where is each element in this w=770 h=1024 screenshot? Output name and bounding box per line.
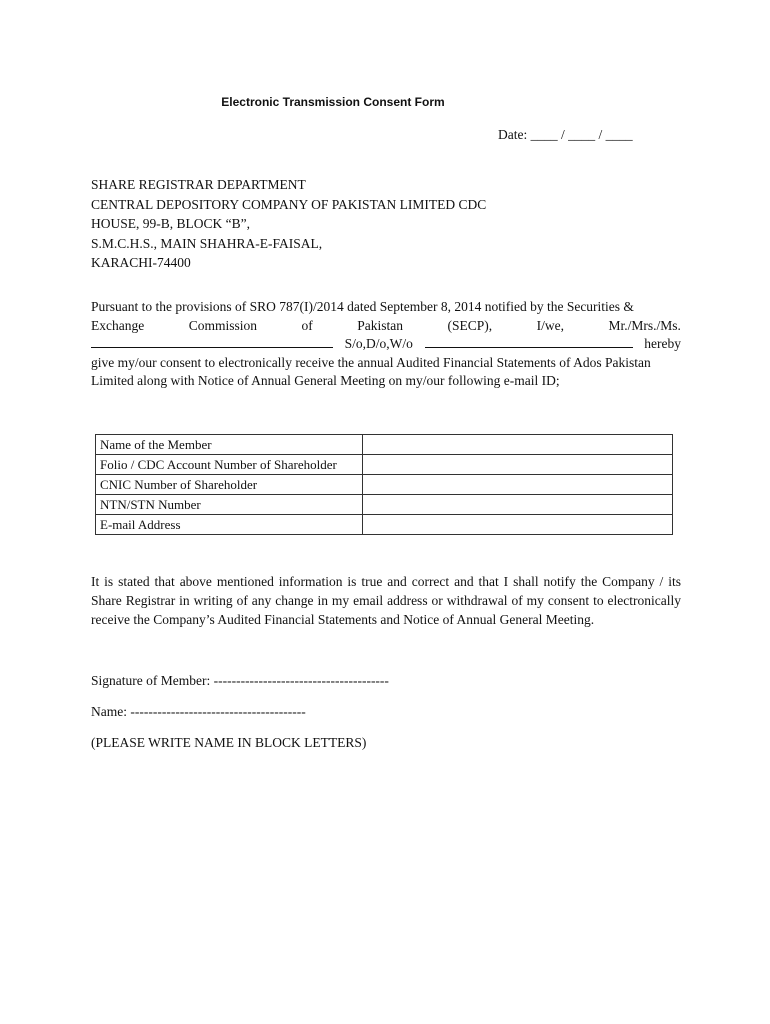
table-row [96,435,673,455]
consent-line-2 [91,317,681,336]
signature-line[interactable]: Signature of Member: --------------------------------------- [91,673,389,688]
address-line: KARACHI-74400 [91,255,191,270]
consent-word: of [301,317,313,333]
consent-paragraph [91,298,681,391]
table-row [96,475,673,495]
declaration-paragraph: It is stated that above mentioned information is true and correct and that I shall notify the Company / its Share Registrar in writing of any change in my email address or withdrawal of my consent to electronically receive the Company’s Audited Financial Statements and Notice of Annual General Meeting. [91,574,681,627]
relation-name-blank[interactable] [425,335,633,348]
row-label: CNIC Number of Shareholder [96,475,363,495]
name-line[interactable]: Name: --------------------------------------- [91,704,306,719]
recipient-address [91,175,486,273]
consent-word: Commission [188,317,257,333]
address-line: S.M.C.H.S., MAIN SHAHRA-E-FAISAL, [91,235,323,251]
row-value-field[interactable] [363,495,673,515]
relation-label: S/o,D/o,W/o [344,336,413,351]
consent-text: give my/our consent to electronically receive the annual Audited Financial Statements of Ados Pakistan [91,354,651,370]
member-details-table [95,434,673,535]
consent-word: Exchange [91,317,145,333]
consent-line-1 [91,298,681,317]
hereby-text: hereby [644,336,681,351]
consent-word: Mr./Mrs./Ms. [608,317,681,333]
row-value-field[interactable] [363,515,673,535]
row-label: NTN/STN Number [96,495,363,515]
consent-word: (SECP), [447,317,493,333]
consent-word: Pakistan [357,317,403,333]
address-line: HOUSE, 99-B, BLOCK “B”, [91,216,250,231]
row-label: Name of the Member [96,435,363,455]
consent-word: I/we, [536,317,565,333]
table-row [96,515,673,535]
consent-text: Pursuant to the provisions of SRO 787(I)/2014 dated September 8, 2014 notified by the Securities & [91,299,634,314]
block-letters-note: (PLEASE WRITE NAME IN BLOCK LETTERS) [91,735,367,750]
consent-line-5 [91,372,681,391]
address-line: CENTRAL DEPOSITORY COMPANY OF PAKISTAN LIMITED CDC [91,196,487,212]
row-label: E-mail Address [96,515,363,535]
member-name-blank[interactable] [91,335,333,348]
address-line: SHARE REGISTRAR DEPARTMENT [91,177,306,192]
table-row [96,495,673,515]
table-row [96,455,673,475]
row-label: Folio / CDC Account Number of Shareholder [96,455,363,475]
consent-text: Limited along with Notice of Annual General Meeting on my/our following e-mail ID; [91,373,560,388]
row-value-field[interactable] [363,435,673,455]
row-value-field[interactable] [363,475,673,495]
form-title: Electronic Transmission Consent Form [221,95,445,109]
consent-line-3 [91,335,681,354]
row-value-field[interactable] [363,455,673,475]
consent-line-4 [91,354,681,373]
date-field[interactable]: Date: ____ / ____ / ____ [498,127,633,142]
